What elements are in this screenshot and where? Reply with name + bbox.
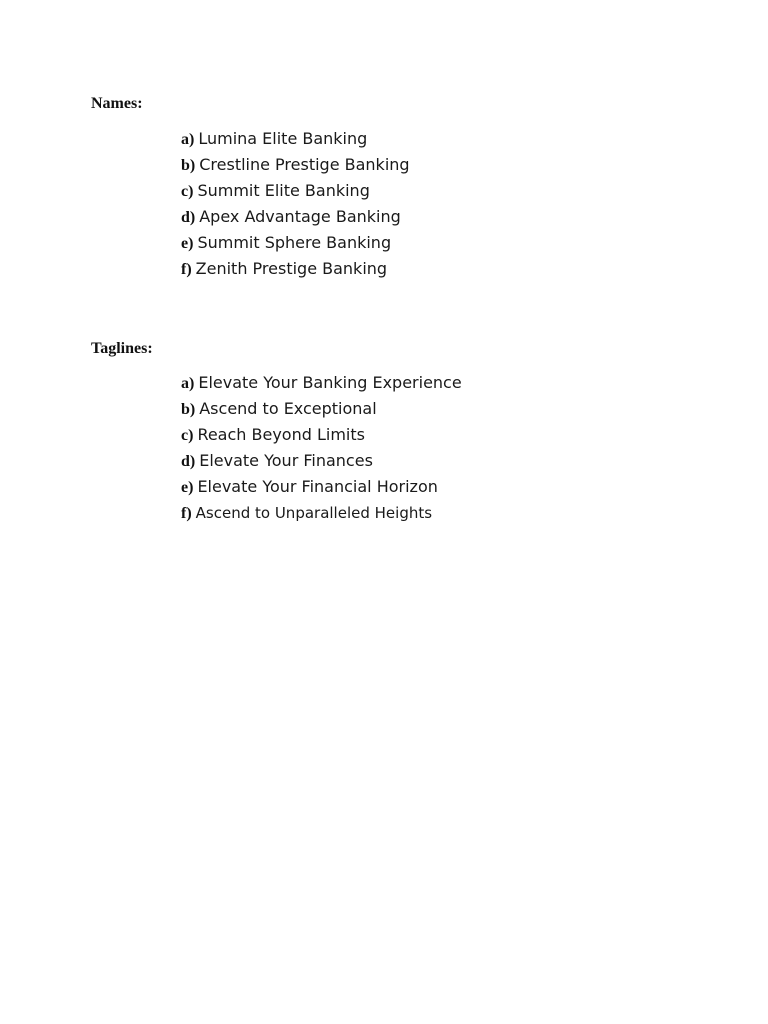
list-item xyxy=(181,230,410,256)
tagline-option: Elevate Your Banking Experience xyxy=(198,373,462,392)
names-list xyxy=(181,126,410,282)
name-option: Lumina Elite Banking xyxy=(198,129,368,148)
list-item xyxy=(181,204,410,230)
list-item xyxy=(181,448,462,474)
tagline-option: Elevate Your Finances xyxy=(199,451,373,470)
list-marker: d) xyxy=(181,209,196,226)
tagline-option: Ascend to Exceptional xyxy=(199,399,377,418)
list-item xyxy=(181,370,462,396)
list-item xyxy=(181,500,462,526)
list-marker: f) xyxy=(181,261,192,278)
name-option: Crestline Prestige Banking xyxy=(199,155,410,174)
list-item xyxy=(181,474,462,500)
tagline-option: Elevate Your Financial Horizon xyxy=(197,477,438,496)
list-marker: c) xyxy=(181,427,194,444)
list-item xyxy=(181,396,462,422)
list-item xyxy=(181,422,462,448)
names-heading: Names: xyxy=(91,95,143,112)
name-option: Zenith Prestige Banking xyxy=(195,259,388,278)
taglines-heading: Taglines: xyxy=(91,340,153,357)
tagline-option: Reach Beyond Limits xyxy=(197,425,365,444)
name-option: Summit Elite Banking xyxy=(197,181,370,200)
taglines-list xyxy=(181,370,462,526)
tagline-option: Ascend to Unparalleled Heights xyxy=(195,504,433,522)
name-option: Summit Sphere Banking xyxy=(197,233,392,252)
list-item xyxy=(181,152,410,178)
list-item xyxy=(181,178,410,204)
list-marker: e) xyxy=(181,479,194,496)
list-marker: a) xyxy=(181,375,195,392)
list-marker: b) xyxy=(181,157,196,174)
list-item xyxy=(181,256,410,282)
list-marker: b) xyxy=(181,401,196,418)
list-marker: a) xyxy=(181,131,195,148)
list-marker: c) xyxy=(181,183,194,200)
list-item xyxy=(181,126,410,152)
list-marker: e) xyxy=(181,235,194,252)
name-option: Apex Advantage Banking xyxy=(199,207,401,226)
list-marker: f) xyxy=(181,505,192,522)
list-marker: d) xyxy=(181,453,196,470)
